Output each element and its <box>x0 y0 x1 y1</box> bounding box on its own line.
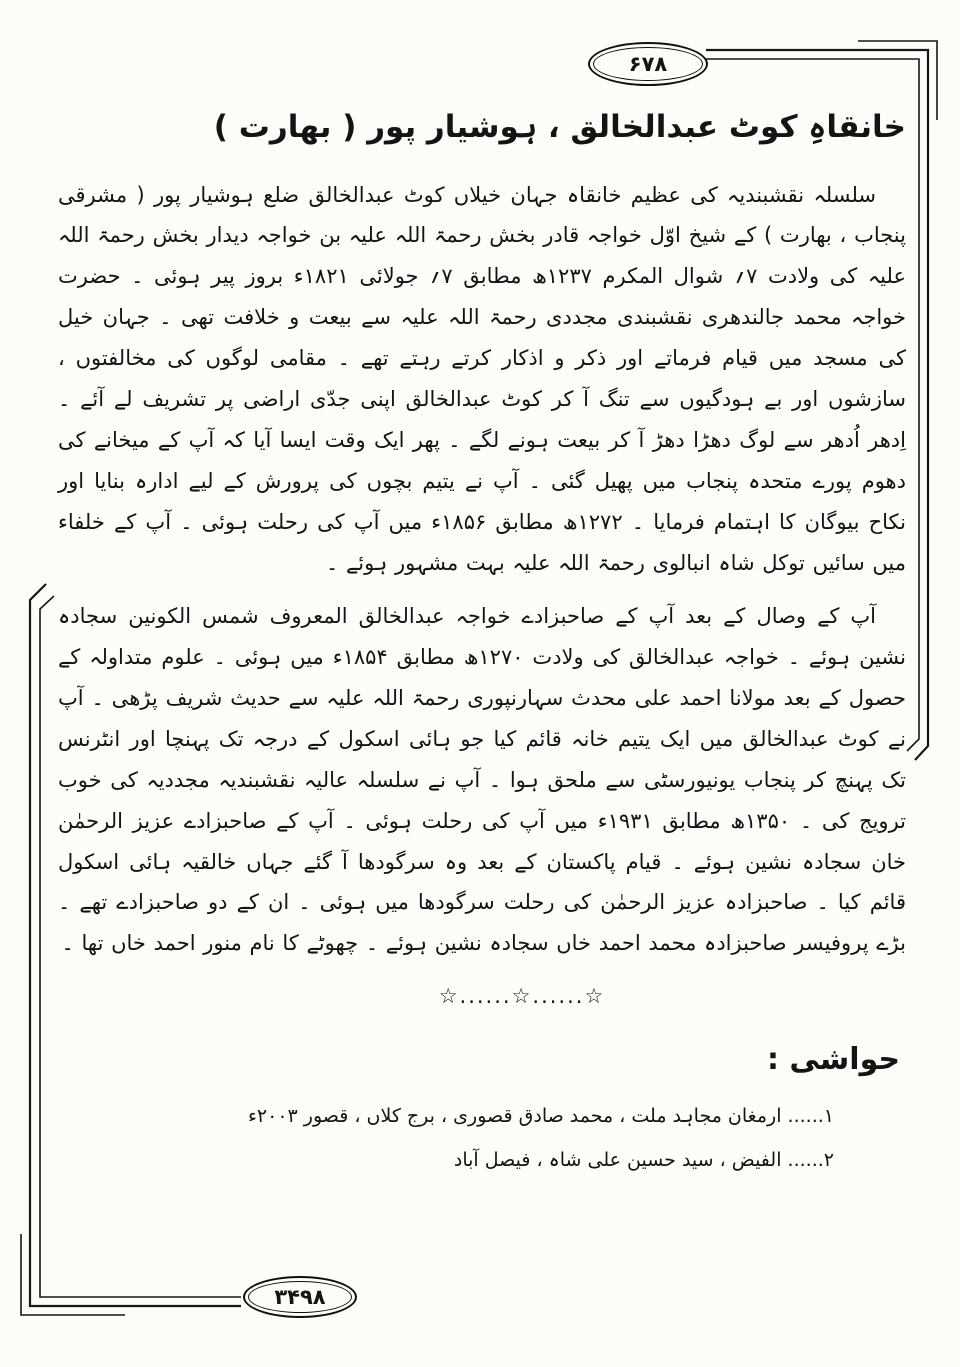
footnote-1-marker: ۱...... <box>787 1105 834 1128</box>
top-cartouche-inner-ring <box>593 47 703 81</box>
paragraph-2: آپ کے وصال کے بعد آپ کے صاحبزادے خواجہ عبدالخالق المعروف شمس الکونین سجادہ نشین ہوئے ۔ خواجہ عبدالخالق کی ولادت ۱۲۷۰ھ مطابق ۱۸۵۴ء میں ہوئی ۔ علوم متداولہ کے حصول کے بعد مولانا احمد علی محدث سہارنپوری رحمۃ اللہ علیہ سے حدیث شریف پڑھی ۔ آپ نے کوٹ عبدالخالق میں ایک یتیم خانہ قائم کیا جو ہائی اسکول کے درجہ تک پہنچا اور انٹرنس تک پہنچ کر پنجاب یونیورسٹی سے ملحق ہوا ۔ آپ نے سلسلہ عالیہ نقشبندیہ مجددیہ کی خوب ترویج کی ۔ ۱۳۵۰ھ مطابق ۱۹۳۱ء میں آپ کی رحلت ہوئی ۔ آپ کے صاحبزادے عزیز الرحمٰن خان سجادہ نشین ہوئے ۔ قیام پاکستان کے بعد وہ سرگودھا آ گئے جہاں خالقیہ ہائی اسکول قائم کیا ۔ صاحبزادہ عزیز الرحمٰن کی رحلت سرگودھا میں ہوئی ۔ ان کے دو صاحبزادے تھے ۔ بڑے پروفیسر صاحبزادہ محمد احمد خاں سجادہ نشین ہوئے ۔ چھوٹے کا نام منور احمد خاں تھا ۔ <box>58 603 907 956</box>
border-bottom-left-accent <box>21 1234 125 1315</box>
top-page-number: ۶۷۸ <box>628 51 668 76</box>
footnote-2-text: الفیض ، سید حسین علی شاہ ، فیصل آباد <box>453 1149 782 1171</box>
footnote-1-text: ارمغان مجاہد ملت ، محمد صادق قصوری ، برج کلاں ، قصور ۲۰۰۳ء <box>247 1105 782 1128</box>
paragraph-1: سلسلہ نقشبندیہ کی عظیم خانقاہ جہان خیلاں کوٹ عبدالخالق ضلع ہوشیار پور ( مشرقی پنجاب ، بھارت ) کے شیخ اوّل خواجہ قادر بخش رحمۃ اللہ علیہ بن خواجہ دیدار بخش رحمۃ اللہ علیہ کی ولادت ۷؍ شوال المکرم ۱۲۳۷ھ مطابق ۷؍ جولائی ۱۸۲۱ء بروز پیر ہوئی ۔ حضرت خواجہ محمد جالندھری نقشبندی مجددی رحمۃ اللہ علیہ سے بیعت و خلافت تھی ۔ جہان خیل کی مسجد میں قیام فرماتے اور ذکر و اذکار کرتے رہتے تھے ۔ مقامی لوگوں کی مخالفتوں ، سازشوں اور بے ہودگیوں سے تنگ آ کر کوٹ عبدالخالق اپنی جدّی اراضی پر تشریف لے آئے ۔ اِدھر اُدھر سے لوگ دھڑا دھڑ آ کر بیعت ہونے لگے ۔ پھر ایک وقت ایسا آیا کہ آپ کے میخانے کی دھوم پورے متحدہ پنجاب میں پھیل گئی ۔ آپ نے یتیم بچوں کی پرورش کے لیے ادارہ بنایا اور نکاح بیوگان کا اہتمام فرمایا ۔ ۱۲۷۲ھ مطابق ۱۸۵۶ء میں آپ کی رحلت ہوئی ۔ آپ کے خلفاء میں سائیں توکل شاہ انبالوی رحمۃ اللہ علیہ بہت مشہور ہوئے ۔ <box>58 182 906 575</box>
bottom-cartouche-inner-ring <box>248 1281 352 1313</box>
footnotes-title: حواشی : <box>766 1042 900 1078</box>
bottom-page-number: ۳۴۹۸ <box>274 1284 326 1309</box>
footnote-item-2 <box>58 1139 906 1183</box>
top-page-number-cartouche <box>588 42 708 86</box>
bottom-page-number-cartouche <box>243 1276 357 1318</box>
chapter-heading: خانقاہِ کوٹ عبدالخالق ، ہوشیار پور ( بھارت ) <box>213 109 906 145</box>
section-separator-stars: ☆......☆......☆ <box>438 984 606 1009</box>
page-content <box>58 96 906 1183</box>
footnote-2-marker: ۲...... <box>787 1149 834 1171</box>
footnote-item-1 <box>58 1095 906 1139</box>
